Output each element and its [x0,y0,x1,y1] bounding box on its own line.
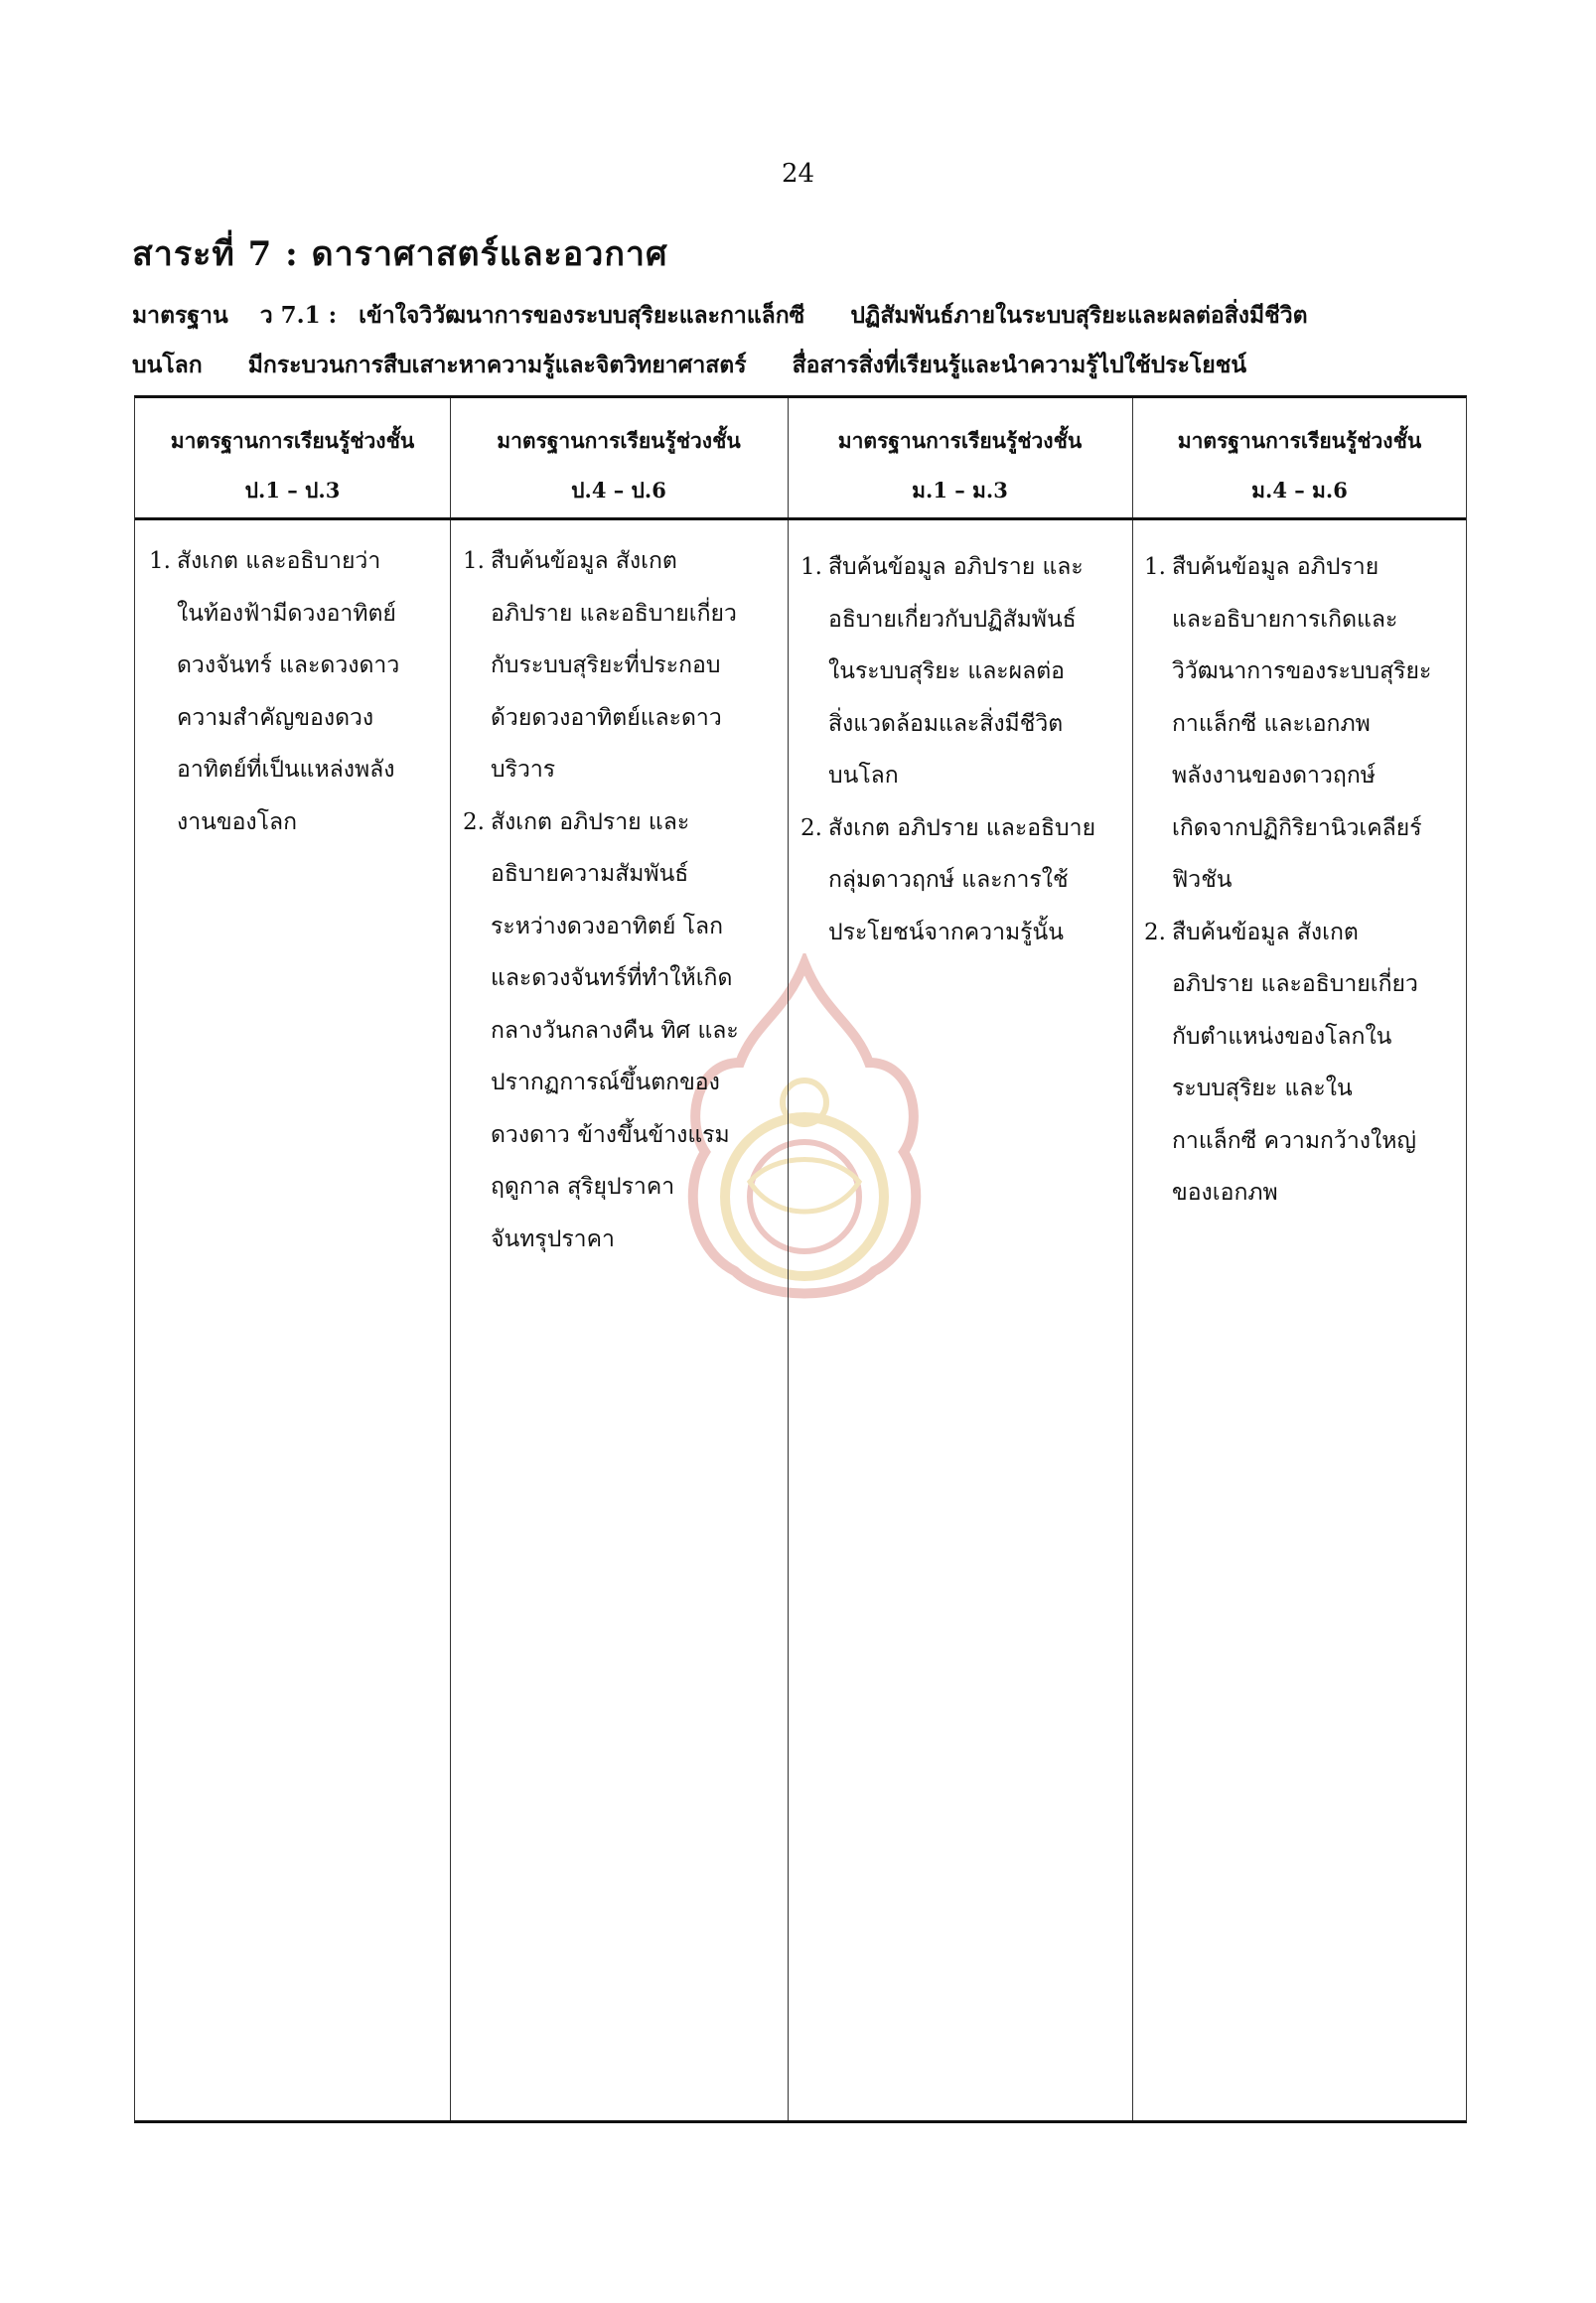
strand-title: สาระที่ 7 : ดาราศาสตร์และอวกาศ [132,234,668,274]
column-header-p1-p3: มาตรฐานการเรียนรู้ช่วงชั้น ป.1 – ป.3 [170,428,415,503]
column-header-p4-p6: มาตรฐานการเรียนรู้ช่วงชั้น ป.4 – ป.6 [497,428,741,503]
list-item: 2. สังเกต อภิปราย และ อธิบายความสัมพันธ์ ระหว่างดวงอาทิตย์ โลก และดวงจันทร์ที่ทำให้เกิด กลางวันกลางคืน ทิศ และ ปรากฏการณ์ขึ้นตกของ ดวงดาว ข้างขึ้นข้างแรม ฤดูกาล สุริยุปราคา จันทรุปราคา [463,808,739,1252]
standard-line-1 [132,298,1308,334]
standard-code: ว 7.1 : [259,302,338,329]
standard-text-1b: ปฏิสัมพันธ์ภายในระบบสุริยะและผลต่อสิ่งมีชีวิต [850,302,1308,329]
standard-line-2 [132,348,1246,383]
column-body-m1-m3 [800,541,1124,958]
list-item: 1. สืบค้นข้อมูล อภิปราย และอธิบายการเกิดและ วิวัฒนาการของระบบสุริยะ กาแล็กซี และเอกภพ พลังงานของดาวฤกษ์ เกิดจากปฏิกิริยานิวเคลียร์ ฟิวชัน [1144,554,1432,893]
column-header-m1-m3: มาตรฐานการเรียนรู้ช่วงชั้น ม.1 – ม.3 [837,428,1083,503]
page-number: 24 [781,159,815,189]
column-body-p1-p3 [149,535,442,848]
list-item: 2. สังเกต อภิปราย และอธิบาย กลุ่มดาวฤกษ์ และการใช้ ประโยชน์จากความรู้นั้น [800,814,1096,945]
column-body-p4-p6 [463,535,781,1265]
standard-label: มาตรฐาน [132,302,228,329]
standard-text-2a: บนโลก [132,352,203,378]
standards-table [134,395,1467,2123]
standard-text-2b: มีกระบวนการสืบเสาะหาความรู้และจิตวิทยาศาสตร์ [247,352,747,378]
list-item: 1. สังเกต และอธิบายว่า ในท้องฟ้ามีดวงอาทิตย์ ดวงจันทร์ และดวงดาว ความสำคัญของดวง อาทิตย์ที่เป็นแหล่งพลัง งานของโลก [149,548,400,835]
standard-text-1a: เข้าใจวิวัฒนาการของระบบสุริยะและกาแล็กซี [359,302,805,329]
column-header-m4-m6: มาตรฐานการเรียนรู้ช่วงชั้น ม.4 – ม.6 [1177,428,1422,503]
list-item: 1. สืบค้นข้อมูล สังเกต อภิปราย และอธิบายเกี่ยว กับระบบสุริยะที่ประกอบ ด้วยดวงอาทิตย์และดาว บริวาร [463,548,737,783]
list-item: 1. สืบค้นข้อมูล อภิปราย และ อธิบายเกี่ยวกับปฏิสัมพันธ์ ในระบบสุริยะ และผลต่อ สิ่งแวดล้อมและสิ่งมีชีวิต บนโลก [800,554,1084,789]
column-body-m4-m6 [1144,541,1462,1220]
standard-text-2c: สื่อสารสิ่งที่เรียนรู้และนำความรู้ไปใช้ประโยชน์ [792,352,1247,378]
list-item: 2. สืบค้นข้อมูล สังเกต อภิปราย และอธิบายเกี่ยว กับตำแหน่งของโลกใน ระบบสุริยะ และใน กาแล็กซี ความกว้างใหญ่ ของเอกภพ [1144,919,1418,1206]
